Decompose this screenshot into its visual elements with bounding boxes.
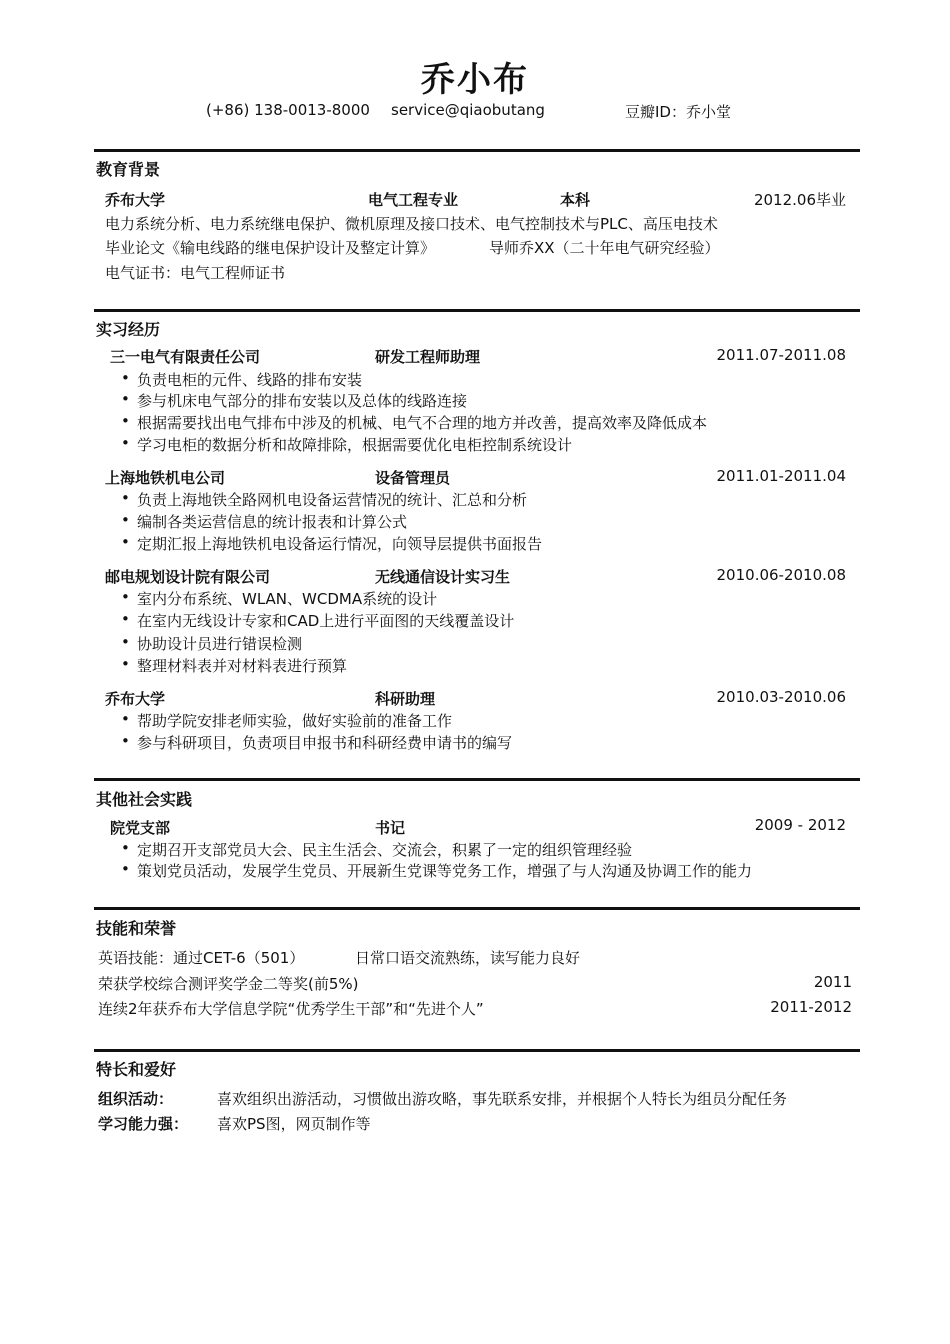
douban-id: 豆瓣ID：乔小堂	[625, 103, 731, 121]
job-bullet: • 协助设计员进行错误检测	[137, 633, 302, 654]
phone-number: (+86) 138-0013-8000	[206, 101, 370, 119]
job-bullet: • 参与科研项目，负责项目申报书和科研经费申请书的编写	[137, 732, 512, 753]
education-certificate: 电气证书：电气工程师证书	[105, 264, 286, 282]
education-degree: 本科	[560, 191, 591, 209]
award-scholarship-date: 2011	[813, 973, 852, 991]
education-school: 乔布大学	[105, 191, 166, 209]
job-bullet: • 学习电柜的数据分析和故障排除，根据需要优化电柜控制系统设计	[137, 434, 572, 455]
job-role: 科研助理	[375, 690, 436, 708]
job-date: 2011.01-2011.04	[716, 467, 846, 485]
hobby-text: 喜欢组织出游活动，习惯做出游攻略，事先联系安排，并根据个人特长为组员分配任务	[217, 1090, 788, 1108]
job-company: 乔布大学	[105, 690, 166, 708]
education-major: 电气工程专业	[368, 191, 459, 209]
job-role: 无线通信设计实习生	[375, 568, 511, 586]
job-bullet: • 参与机床电气部分的排布安装以及总体的线路连接	[137, 390, 467, 411]
job-bullet: • 帮助学院安排老师实验，做好实验前的准备工作	[137, 710, 452, 731]
education-thesis: 毕业论文《输电线路的继电保护设计及整定计算》	[105, 239, 436, 257]
job-date: 2010.03-2010.06	[716, 688, 846, 706]
resume-name: 乔小布	[421, 60, 529, 100]
job-bullet: • 整理材料表并对材料表进行预算	[137, 655, 347, 676]
social-bullet: • 定期召开支部党员大会、民主生活会、交流会，积累了一定的组织管理经验	[137, 839, 632, 860]
hobby-text: 喜欢PS图，网页制作等	[217, 1115, 371, 1133]
social-date: 2009 - 2012	[754, 816, 846, 834]
job-bullet: • 编制各类运营信息的统计报表和计算公式	[137, 511, 407, 532]
education-courses: 电力系统分析、电力系统继电保护、微机原理及接口技术、电气控制技术与PLC、高压电技术	[105, 215, 718, 233]
section-divider	[94, 907, 860, 910]
section-title-social: 其他社会实践	[96, 790, 193, 809]
education-advisor: 导师乔XX（二十年电气研究经验）	[489, 239, 720, 257]
skills-english: 英语技能：通过CET-6（501）	[98, 949, 305, 967]
job-bullet: • 根据需要找出电气排布中涉及的机械、电气不合理的地方并改善，提高效率及降低成本	[137, 412, 707, 433]
section-title-skills: 技能和荣誉	[96, 919, 177, 938]
job-date: 2010.06-2010.08	[716, 566, 846, 584]
job-company: 三一电气有限责任公司	[110, 348, 261, 366]
email-address: service@qiaobutang	[391, 101, 545, 119]
award-cadre: 连续2年获乔布大学信息学院“优秀学生干部”和“先进个人”	[98, 1000, 484, 1018]
award-cadre-date: 2011-2012	[770, 998, 852, 1016]
job-role: 研发工程师助理	[375, 348, 481, 366]
section-divider	[94, 778, 860, 781]
job-bullet: • 在室内无线设计专家和CAD上进行平面图的天线覆盖设计	[137, 610, 514, 631]
social-role: 书记	[375, 819, 406, 837]
job-bullet: • 负责上海地铁全路网机电设备运营情况的统计、汇总和分析	[137, 489, 527, 510]
social-bullet: • 策划党员活动，发展学生党员、开展新生党课等党务工作，增强了与人沟通及协调工作的能力	[137, 860, 752, 881]
section-divider	[94, 1049, 860, 1052]
section-divider	[94, 309, 860, 312]
job-bullet: • 负责电柜的元件、线路的排布安装	[137, 369, 362, 390]
social-org: 院党支部	[110, 819, 171, 837]
education-date: 2012.06毕业	[753, 191, 846, 209]
job-date: 2011.07-2011.08	[716, 346, 846, 364]
hobby-label: 学习能力强：	[98, 1115, 189, 1133]
section-title-education: 教育背景	[96, 160, 161, 179]
job-role: 设备管理员	[375, 469, 451, 487]
section-divider	[94, 149, 860, 152]
hobby-label: 组织活动：	[98, 1090, 174, 1108]
job-company: 邮电规划设计院有限公司	[105, 568, 271, 586]
job-bullet: • 室内分布系统、WLAN、WCDMA系统的设计	[137, 588, 437, 609]
award-scholarship: 荣获学校综合测评奖学金二等奖(前5%)	[98, 975, 359, 993]
section-title-hobbies: 特长和爱好	[96, 1060, 177, 1079]
section-title-internship: 实习经历	[96, 320, 161, 339]
skills-oral: 日常口语交流熟练，读写能力良好	[355, 949, 581, 967]
job-company: 上海地铁机电公司	[105, 469, 226, 487]
job-bullet: • 定期汇报上海地铁机电设备运行情况，向领导层提供书面报告	[137, 533, 542, 554]
